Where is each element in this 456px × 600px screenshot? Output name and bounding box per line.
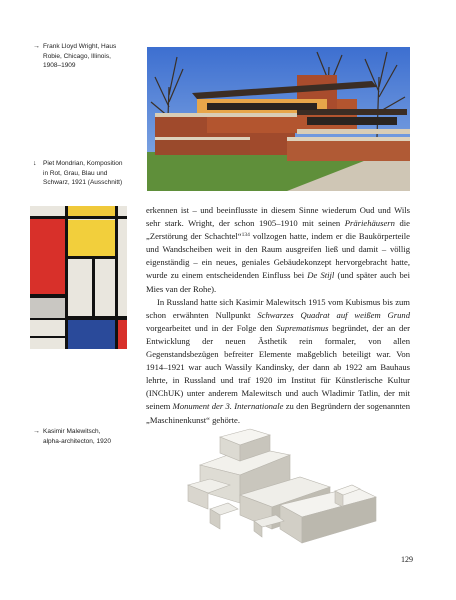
italic-text: Schwarzes Quadrat auf weißem Grund bbox=[257, 309, 410, 320]
caption-line: Piet Mondrian, Komposition bbox=[43, 160, 123, 167]
caption-line: alpha-architecton, 1920 bbox=[43, 437, 111, 445]
text-run: zu den Begründern der sogenannten „Maschinenkunst“ gehörte. bbox=[146, 401, 410, 425]
text-run: begründet, der an der Entwicklung der neuen Ästhetik rein formaler, von allen Gegenstandsbezügen befreiter Elemente maßgeblich beteiligt war. Von 1914–1921 war auch Wassily Kandinsky, der dann ab 1922 am Bauhaus lehrte, in Russland und traf 1920 im Institut für Künstlerische Kultur (INChUK) unter anderem Malewitsch und auch Wladimir Tatlin, der mit seinem bbox=[146, 322, 410, 412]
paragraph bbox=[146, 204, 410, 296]
italic-text: Präriehäusern bbox=[344, 218, 395, 229]
caption-line: 1908–1909 bbox=[43, 62, 76, 69]
arrow-right-icon: → bbox=[33, 43, 40, 50]
italic-text: Monument der 3. Internationale bbox=[172, 401, 284, 412]
robie-house-photo bbox=[147, 47, 410, 191]
page-number: 129 bbox=[401, 555, 413, 564]
text-run: vorgearbeitet und in der Folge den bbox=[146, 322, 277, 333]
text-run: vollzogen hatte, indem er die Baukörperteile und Wandscheiben weit in den Raum ausgreifen ließ und damit – völlig eigenständig – ein neues, geniales Gebäudekonzept hervorgebracht hatte, wurde zu einem entscheidenden Einfluss bei bbox=[146, 231, 410, 281]
italic-text: Suprematismus bbox=[276, 322, 329, 333]
text-run: die „Zerstörung der Schachtel“ bbox=[146, 218, 410, 242]
text-run: In Russland hatte sich Kasimir Malewitsch 1915 vom Kubismus bis zum schon erwähnten Nullpunkt bbox=[146, 296, 410, 320]
arrow-down-icon: ↓ bbox=[33, 160, 37, 167]
caption-malewitsch bbox=[33, 427, 143, 446]
caption-line: Kasimir Malewitsch, bbox=[43, 428, 101, 435]
footnote-ref: 134 bbox=[241, 232, 250, 239]
arrow-right-icon: → bbox=[33, 428, 40, 435]
caption-robie-house bbox=[33, 42, 143, 71]
caption-mondrian bbox=[33, 159, 143, 188]
text-run: erkennen ist – und beeinflusste in diesem Sinne wiederum Oud und Wils sehr stark. Wright, der schon 1905–1910 mit seinen bbox=[146, 205, 410, 229]
caption-line: Frank Lloyd Wright, Haus bbox=[43, 43, 117, 50]
mondrian-composition-image bbox=[30, 206, 127, 349]
caption-line: Schwarz, 1921 (Ausschnitt) bbox=[43, 179, 123, 186]
italic-text: De Stijl bbox=[307, 270, 335, 281]
architecton-sculpture-image bbox=[180, 425, 378, 553]
paragraph bbox=[146, 296, 410, 427]
text-run: (und später auch bei Mies van der Rohe). bbox=[146, 270, 410, 294]
caption-line: Robie, Chicago, Illinois, bbox=[43, 52, 111, 60]
body-text bbox=[146, 204, 410, 427]
caption-line: in Rot, Grau, Blau und bbox=[43, 169, 108, 177]
